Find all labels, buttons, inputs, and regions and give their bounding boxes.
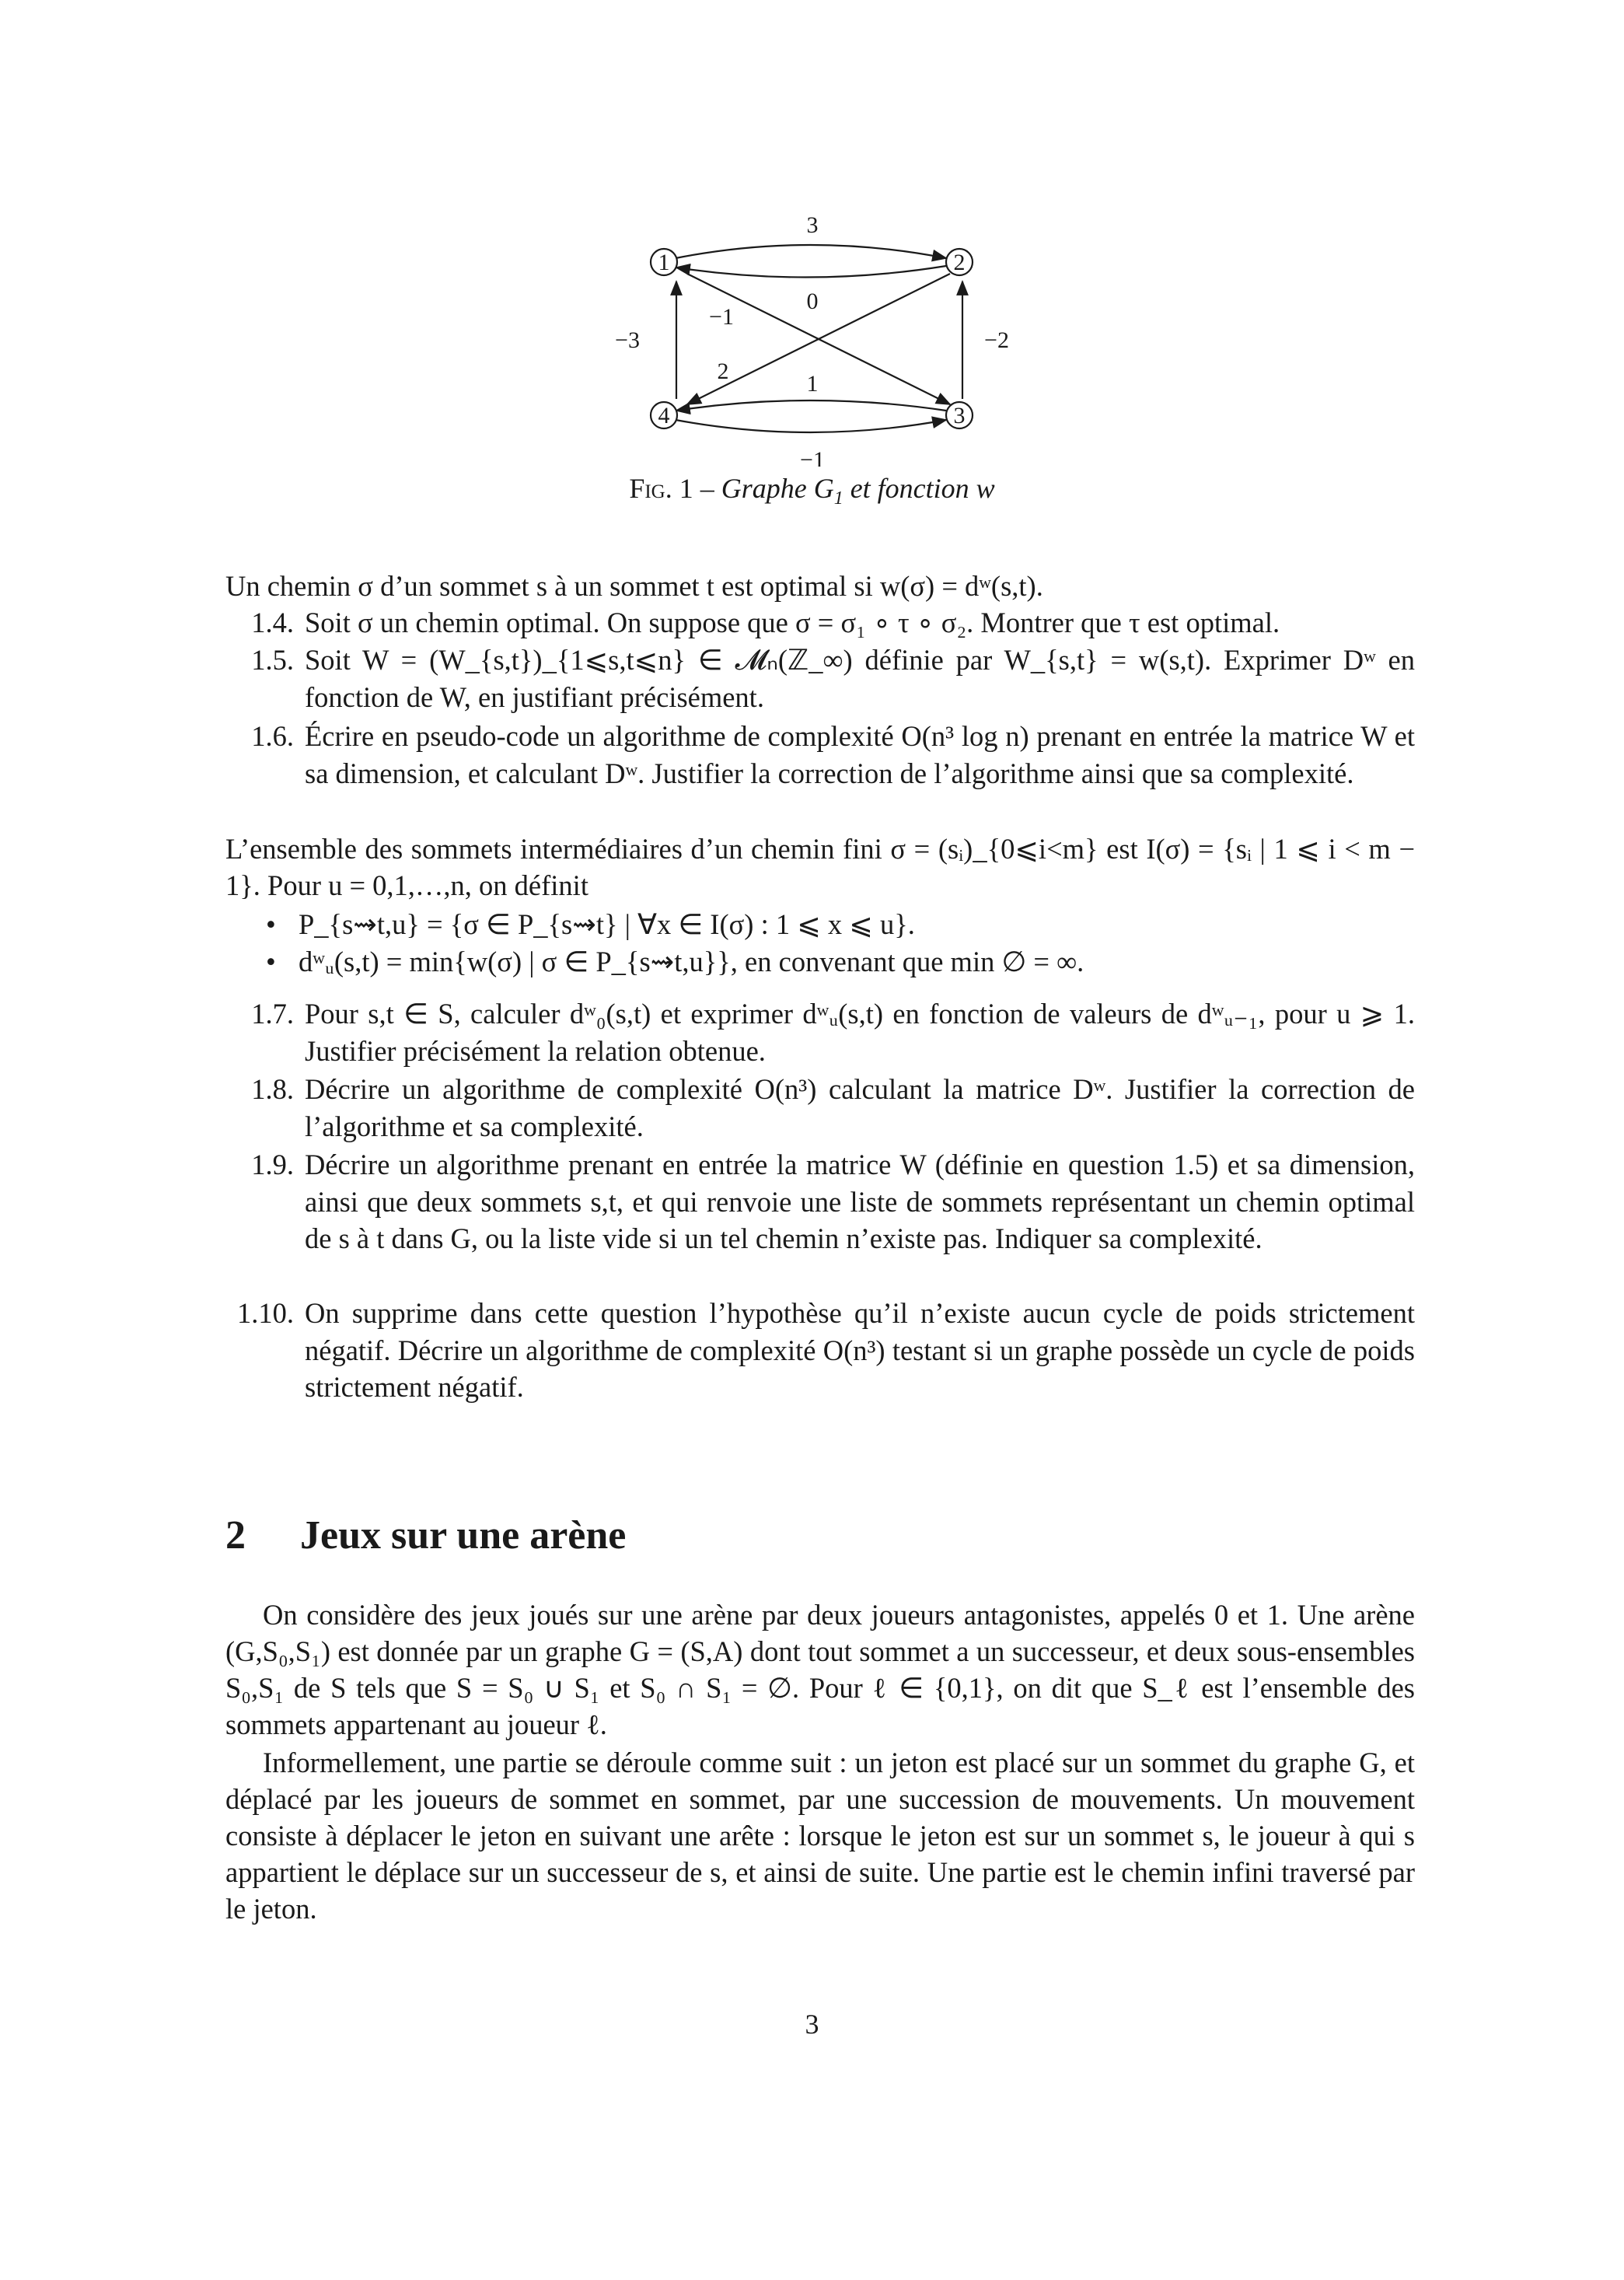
weight-1-2: 3 — [806, 212, 819, 238]
question-text: Décrire un algorithme de complexité O(n³) calculant la matrice Dʷ. Justifier la correction de l’algorithme et sa complexité. — [305, 1073, 1415, 1142]
caption-text: Graphe G — [721, 473, 834, 504]
node-1-label: 1 — [658, 250, 670, 275]
question-text: Soit W = (W_{s,t})_{1⩽s,t⩽n} ∈ 𝓜ₙ(ℤ_∞) définie par W_{s,t} = w(s,t). Exprimer Dʷ en fonction de W, en justifiant précisément. — [305, 644, 1415, 713]
section-heading — [225, 1512, 626, 1558]
bullet-dot: • — [266, 908, 276, 940]
caption-fig: Fig. 1 — [629, 473, 693, 504]
node-3-label: 3 — [953, 403, 966, 428]
question-number: 1.7. — [251, 998, 294, 1030]
question-text: Pour s,t ∈ S, calculer dʷ₀(s,t) et exprimer dʷᵤ(s,t) en fonction de valeurs de dʷᵤ₋₁, pour u ⩾ 1. Justifier précisément la relation obtenue. — [305, 998, 1415, 1067]
edge-2-1 — [676, 266, 946, 278]
weight-4-3: −1 — [800, 447, 825, 467]
question-number: 1.4. — [251, 607, 294, 638]
bullet-text: P_{s⇝t,u} = {σ ∈ P_{s⇝t} | ∀x ∈ I(σ) : 1 ⩽ x ⩽ u}. — [299, 908, 915, 940]
page-number: 3 — [805, 2009, 819, 2040]
weight-3-4: 1 — [806, 371, 819, 397]
edge-4-3 — [676, 420, 946, 432]
bullet-text: dʷᵤ(s,t) = min{w(σ) | σ ∈ P_{s⇝t,u}}, en convenant que min ∅ = ∞. — [299, 946, 1084, 977]
caption-dash: – — [693, 473, 721, 504]
caption-rest: et fonction w — [843, 473, 995, 504]
graph-figure — [606, 210, 1011, 467]
section-title: Jeux sur une arène — [300, 1513, 627, 1558]
question-number: 1.5. — [251, 644, 294, 676]
optimal-definition: Un chemin σ d’un sommet s à un sommet t est optimal si w(σ) = dʷ(s,t). — [225, 570, 1043, 602]
weight-1-3: −1 — [709, 304, 734, 330]
figure-caption — [0, 472, 1624, 509]
node-4-label: 4 — [658, 403, 670, 428]
section-number: 2 — [225, 1513, 246, 1558]
question-text: Décrire un algorithme prenant en entrée la matrice W (définie en question 1.5) et sa dimension, ainsi que deux sommets s,t, et qui renvoie une liste de sommets représentant un chemin optimal de s à t dans G, ou la liste vide si un tel chemin n’existe pas. Indiquer sa complexité. — [305, 1149, 1415, 1254]
node-2-label: 2 — [953, 250, 966, 275]
intermediate-definition: L’ensemble des sommets intermédiaires d’un chemin fini σ = (sᵢ)_{0⩽i<m} est I(σ) = {sᵢ | 1 ⩽ i < m − 1}. Pour u = 0,1,…,n, on définit — [225, 833, 1415, 901]
weight-2-4: 2 — [717, 358, 729, 384]
weight-2-1: 0 — [806, 288, 819, 314]
section-paragraph-2: Informellement, une partie se déroule comme suit : un jeton est placé sur un sommet du graphe G, et déplacé par les joueurs de sommet en sommet, par une succession de mouvements. Un mouvement consiste à déplacer le jeton en suivant une arête : lorsque le jeton est sur un sommet s, le joueur à qui s appartient le déplace sur un successeur de s, et ainsi de suite. Une partie est le chemin infini traversé par le jeton. — [225, 1747, 1415, 1925]
weight-4-1: −3 — [615, 327, 640, 353]
weight-3-2: −2 — [984, 327, 1009, 353]
question-text: Soit σ un chemin optimal. On suppose que σ = σ₁ ∘ τ ∘ σ₂. Montrer que τ est optimal. — [305, 607, 1280, 638]
caption-sub: 1 — [833, 488, 843, 509]
edge-1-2 — [676, 245, 946, 258]
graph-g1-svg — [606, 210, 1011, 467]
edge-3-4 — [676, 400, 946, 411]
section-paragraph-1: On considère des jeux joués sur une arène par deux joueurs antagonistes, appelés 0 et 1. Une arène (G,S₀,S₁) est donnée par un graphe G = (S,A) dont tout sommet a un successeur, et deux sous-ensembles S₀,S₁ de S tels que S = S₀ ∪ S₁ et S₀ ∩ S₁ = ∅. Pour ℓ ∈ {0,1}, on dit que S_ℓ est l’ensemble des sommets appartenant au joueur ℓ. — [225, 1599, 1415, 1740]
question-number: 1.8. — [251, 1073, 294, 1105]
question-text: On supprime dans cette question l’hypothèse qu’il n’existe aucun cycle de poids strictement négatif. Décrire un algorithme de complexité O(n³) testant si un graphe possède un cycle de poids strictement négatif. — [305, 1297, 1415, 1403]
question-number: 1.9. — [251, 1149, 294, 1180]
question-text: Écrire en pseudo-code un algorithme de complexité O(n³ log n) prenant en entrée la matrice W et sa dimension, et calculant Dʷ. Justifier la correction de l’algorithme ainsi que sa complexité. — [305, 720, 1415, 789]
question-number: 1.10. — [237, 1297, 294, 1329]
bullet-dot: • — [266, 946, 276, 977]
question-number: 1.6. — [251, 720, 294, 752]
